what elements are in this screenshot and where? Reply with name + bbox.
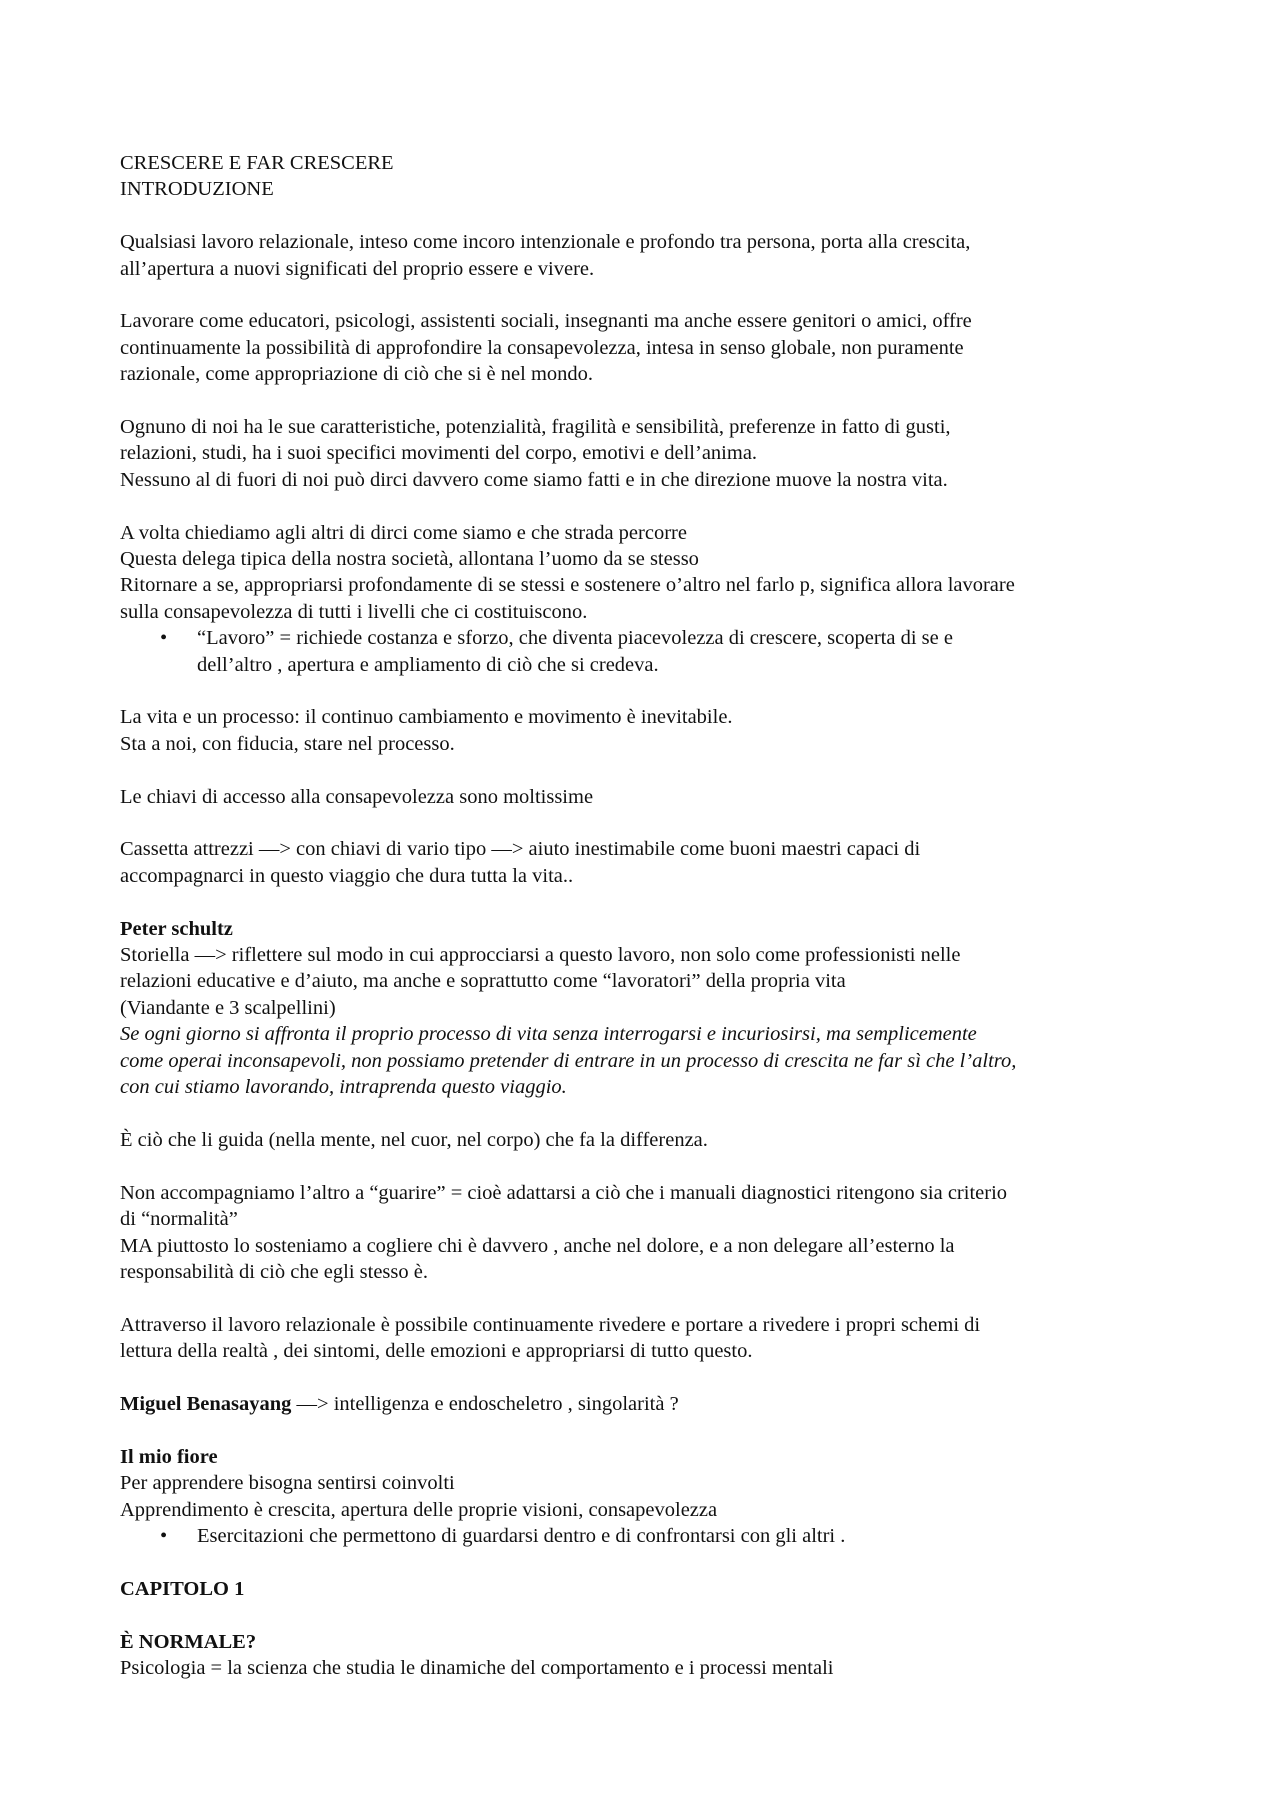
text-line: razionale, come appropriazione di ciò che si è nel mondo. (120, 363, 594, 386)
text-line: Apprendimento è crescita, apertura delle proprie visioni, consapevolezza (120, 1498, 718, 1521)
text-line: dell’altro , apertura e ampliamento di ciò che si credeva. (197, 653, 659, 676)
text-line: Esercitazioni che permettono di guardarsi dentro e di confrontarsi con gli altri . (197, 1524, 846, 1547)
bullet-item-lavoro (120, 625, 1170, 678)
text-line: Per apprendere bisogna sentirsi coinvolti (120, 1472, 455, 1495)
text-line: Qualsiasi lavoro relazionale, inteso come incoro intenzionale e profondo tra persona, porta alla crescita, (120, 231, 971, 254)
paragraph-7 (120, 836, 1170, 889)
paragraph-3 (120, 414, 1170, 493)
paragraph-2 (120, 308, 1170, 387)
text-line: Non accompagniamo l’altro a “guarire” = cioè adattarsi a ciò che i manuali diagnostici ritengono sia criterio (120, 1181, 1008, 1204)
paragraph-11 (120, 1312, 1170, 1365)
bullet-item-esercitazioni (120, 1523, 1170, 1549)
paragraph-5 (120, 704, 1170, 757)
document-page (120, 150, 1170, 1681)
text-line: relazioni educative e d’aiuto, ma anche e soprattutto come “lavoratori” della propria vita (120, 970, 846, 993)
text-line: continuamente la possibilità di approfondire la consapevolezza, intesa in senso globale, non puramente (120, 336, 964, 359)
text-line: lettura della realtà , dei sintomi, delle emozioni e appropriarsi di tutto questo. (120, 1340, 753, 1363)
text-line: Ritornare a se, appropriarsi profondamente di se stessi e sostenere o’altro nel farlo p, significa allora lavorare (120, 574, 1015, 597)
paragraph-benasayang (120, 1391, 1170, 1417)
text-line: Lavorare come educatori, psicologi, assistenti sociali, insegnanti ma anche essere genitori o amici, offre (120, 310, 972, 333)
paragraph-6: Le chiavi di accesso alla consapevolezza sono moltissime (120, 785, 594, 808)
paragraph-12 (120, 1470, 1170, 1523)
heading-e-normale: È NORMALE? (120, 1630, 257, 1653)
paragraph-1 (120, 229, 1170, 282)
text-line: responsabilità di ciò che egli stesso è. (120, 1260, 428, 1283)
text-line: con cui stiamo lavorando, intraprenda questo viaggio. (120, 1076, 567, 1099)
text-line: relazioni, studi, ha i suoi specifici movimenti del corpo, emotivi e dell’anima. (120, 442, 758, 465)
text-line: Questa delega tipica della nostra società, allontana l’uomo da se stesso (120, 548, 699, 571)
text-line: “Lavoro” = richiede costanza e sforzo, che diventa piacevolezza di crescere, scoperta di se e (197, 627, 953, 650)
paragraph-4 (120, 520, 1170, 626)
text-span: —> intelligenza e endoscheletro , singolarità ? (291, 1392, 679, 1415)
text-line: Ognuno di noi ha le sue caratteristiche, potenzialità, fragilità e sensibilità, preferenze in fatto di gusti, (120, 416, 951, 439)
chapter-heading: CAPITOLO 1 (120, 1577, 245, 1600)
bullet-marker: • (160, 1524, 168, 1547)
paragraph-10 (120, 1180, 1170, 1286)
text-line: di “normalità” (120, 1208, 238, 1231)
italic-quote (120, 1021, 1170, 1100)
text-line: accompagnarci in questo viaggio che dura tutta la vita.. (120, 864, 574, 887)
text-line: Nessuno al di fuori di noi può dirci davvero come siamo fatti e in che direzione muove la nostra vita. (120, 468, 948, 491)
text-line: Sta a noi, con fiducia, stare nel processo. (120, 732, 455, 755)
paragraph-13: Psicologia = la scienza che studia le dinamiche del comportamento e i processi mentali (120, 1656, 834, 1679)
text-line: Storiella —> riflettere sul modo in cui approcciarsi a questo lavoro, non solo come professionisti nelle (120, 944, 961, 967)
document-title: CRESCERE E FAR CRESCERE (120, 152, 394, 174)
bullet-marker: • (160, 627, 168, 650)
heading-il-mio-fiore: Il mio fiore (120, 1445, 218, 1468)
text-line: come operai inconsapevoli, non possiamo pretender di entrare in un processo di crescita ne far sì che l’altro, (120, 1049, 1017, 1072)
paragraph-8 (120, 942, 1170, 1021)
text-line: all’apertura a nuovi significati del proprio essere e vivere. (120, 257, 595, 280)
text-line: (Viandante e 3 scalpellini) (120, 996, 336, 1019)
text-line: sulla consapevolezza di tutti i livelli che ci costituiscono. (120, 600, 588, 623)
text-line: Cassetta attrezzi —> con chiavi di vario tipo —> aiuto inestimabile come buoni maestri capaci di (120, 838, 921, 861)
heading-peter-schultz: Peter schultz (120, 917, 233, 940)
text-line: Attraverso il lavoro relazionale è possibile continuamente rivedere e portare a rivedere i propri schemi di (120, 1313, 981, 1336)
paragraph-9: È ciò che li guida (nella mente, nel cuor, nel corpo) che fa la differenza. (120, 1128, 708, 1151)
text-line: Se ogni giorno si affronta il proprio processo di vita senza interrogarsi e incuriosirsi, ma semplicemente (120, 1023, 977, 1046)
text-line: La vita e un processo: il continuo cambiamento e movimento è inevitabile. (120, 706, 733, 729)
text-line: A volta chiediamo agli altri di dirci come siamo e che strada percorre (120, 521, 687, 544)
section-title-introduzione: INTRODUZIONE (120, 178, 274, 201)
author-name: Miguel Benasayang (120, 1392, 292, 1415)
text-line: MA piuttosto lo sosteniamo a cogliere chi è davvero , anche nel dolore, e a non delegare all’esterno la (120, 1234, 955, 1257)
